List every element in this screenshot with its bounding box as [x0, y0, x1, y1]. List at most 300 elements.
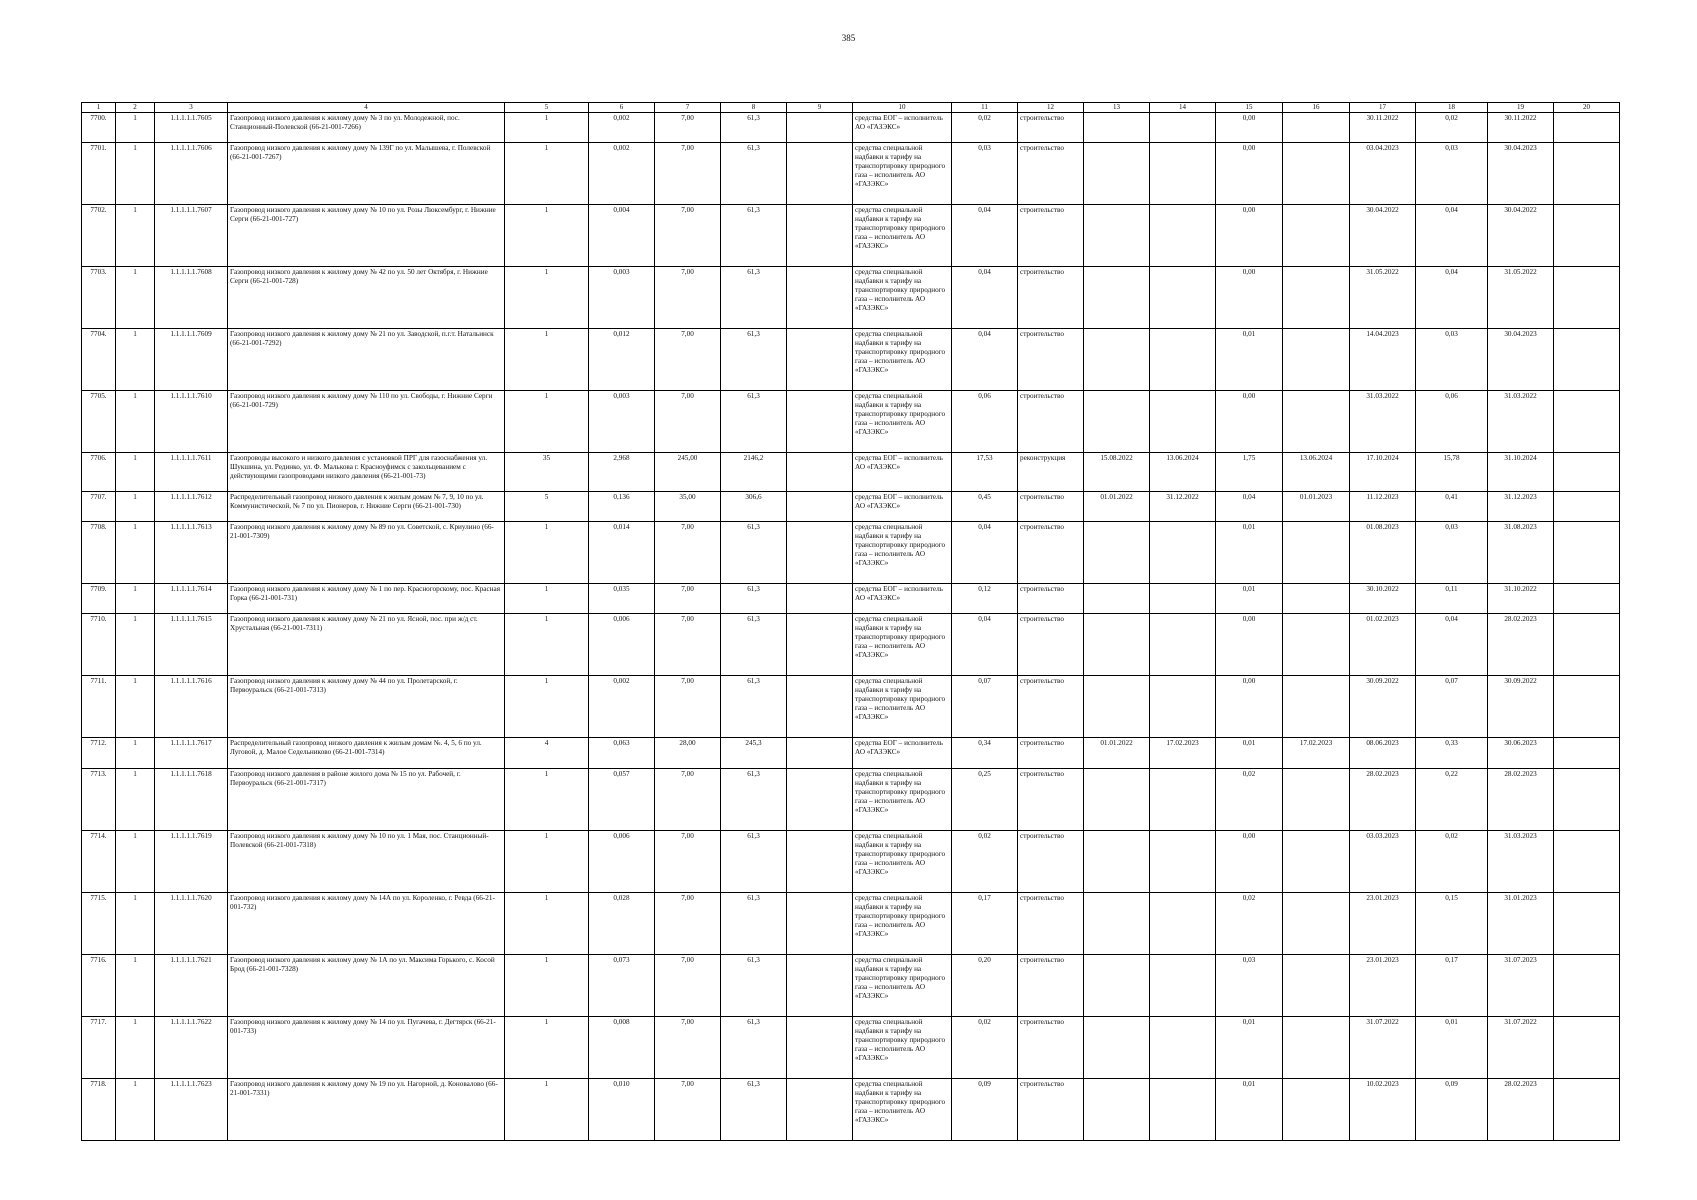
- cell-col-1: 7708.: [82, 521, 116, 583]
- cell-col-13: [1084, 390, 1150, 452]
- cell-col-11: 0,04: [952, 328, 1018, 390]
- cell-col-18: 0,03: [1416, 142, 1488, 204]
- cell-col-12: строительство: [1018, 892, 1084, 954]
- table-row: [82, 737, 1620, 768]
- cell-col-19: 31.12.2023: [1488, 491, 1554, 521]
- column-header: 10: [853, 103, 952, 113]
- cell-col-15: 0,00: [1216, 390, 1283, 452]
- cell-col-4: Газопровод низкого давления к жилому дому № 19 по ул. Нагорной, д. Коновалово (66-21-001-7331): [228, 1078, 505, 1140]
- cell-col-1: 7710.: [82, 613, 116, 675]
- cell-col-16: [1283, 521, 1350, 583]
- table-row: [82, 1016, 1620, 1078]
- cell-col-17: 30.10.2022: [1350, 583, 1416, 613]
- cell-col-14: [1150, 613, 1216, 675]
- column-numbers-row: [82, 103, 1620, 113]
- cell-col-5: 1: [505, 613, 589, 675]
- cell-col-4: Распределительный газопровод низкого давления к жилым домам №. 4, 5, 6 по ул. Луговой, д. Малое Седельниково (66-21-001-7314): [228, 737, 505, 768]
- table-row: [82, 142, 1620, 204]
- cell-col-18: 0,02: [1416, 830, 1488, 892]
- column-header: 5: [505, 103, 589, 113]
- cell-col-11: 0,04: [952, 204, 1018, 266]
- cell-col-4: Газопровод низкого давления к жилому дому № 14А по ул. Короленко, г. Ревда (66-21-001-732): [228, 892, 505, 954]
- cell-col-13: [1084, 583, 1150, 613]
- cell-col-4: Газопроводы высокого и низкого давления с установкой ПРГ для газоснабжения ул. Шукшина, ул. Рединко, ул. Ф. Малькова г. Красноуфимск с закольцеванием с действующими газопроводами низкого давления (66-21-001-73): [228, 452, 505, 491]
- cell-col-16: [1283, 830, 1350, 892]
- cell-col-12: строительство: [1018, 521, 1084, 583]
- cell-col-19: 31.08.2023: [1488, 521, 1554, 583]
- cell-col-3: 1.1.1.1.1.7620: [155, 892, 228, 954]
- cell-col-12: строительство: [1018, 112, 1084, 142]
- cell-col-18: 0,41: [1416, 491, 1488, 521]
- cell-col-19: 31.10.2024: [1488, 452, 1554, 491]
- cell-col-14: 13.06.2024: [1150, 452, 1216, 491]
- cell-col-17: 30.11.2022: [1350, 112, 1416, 142]
- cell-col-8: 2146,2: [721, 452, 787, 491]
- column-header: 18: [1416, 103, 1488, 113]
- cell-col-5: 4: [505, 737, 589, 768]
- cell-col-18: 0,01: [1416, 1016, 1488, 1078]
- cell-col-3: 1.1.1.1.1.7614: [155, 583, 228, 613]
- cell-col-6: 0,010: [589, 1078, 655, 1140]
- cell-col-19: 30.04.2022: [1488, 204, 1554, 266]
- cell-col-2: 1: [116, 830, 155, 892]
- cell-col-9: [787, 390, 853, 452]
- cell-col-11: 0,45: [952, 491, 1018, 521]
- cell-col-14: [1150, 1078, 1216, 1140]
- cell-col-7: 7,00: [655, 1078, 721, 1140]
- cell-col-13: [1084, 521, 1150, 583]
- cell-col-19: 31.07.2023: [1488, 954, 1554, 1016]
- cell-col-4: Газопровод низкого давления к жилому дому № 14 по ул. Пугачева, г. Дегтярск (66-21-001-733): [228, 1016, 505, 1078]
- cell-col-13: [1084, 768, 1150, 830]
- table-row: [82, 491, 1620, 521]
- cell-col-20: [1554, 142, 1620, 204]
- cell-col-2: 1: [116, 204, 155, 266]
- column-header: 17: [1350, 103, 1416, 113]
- cell-col-17: 11.12.2023: [1350, 491, 1416, 521]
- cell-col-15: 0,03: [1216, 954, 1283, 1016]
- cell-col-3: 1.1.1.1.1.7611: [155, 452, 228, 491]
- cell-col-11: 0,12: [952, 583, 1018, 613]
- cell-col-10: средства ЕОГ – исполнитель АО «ГАЗЭКС»: [853, 491, 952, 521]
- cell-col-10: средства специальной надбавки к тарифу на транспортировку природного газа – исполнитель АО «ГАЗЭКС»: [853, 892, 952, 954]
- table-row: [82, 266, 1620, 328]
- cell-col-3: 1.1.1.1.1.7609: [155, 328, 228, 390]
- cell-col-12: строительство: [1018, 1016, 1084, 1078]
- cell-col-6: 0,035: [589, 583, 655, 613]
- cell-col-9: [787, 675, 853, 737]
- cell-col-10: средства ЕОГ – исполнитель АО «ГАЗЭКС»: [853, 452, 952, 491]
- cell-col-2: 1: [116, 491, 155, 521]
- cell-col-12: строительство: [1018, 491, 1084, 521]
- cell-col-18: 0,09: [1416, 1078, 1488, 1140]
- cell-col-5: 1: [505, 142, 589, 204]
- cell-col-13: [1084, 142, 1150, 204]
- cell-col-6: 0,008: [589, 1016, 655, 1078]
- cell-col-19: 31.03.2022: [1488, 390, 1554, 452]
- cell-col-5: 1: [505, 112, 589, 142]
- cell-col-1: 7709.: [82, 583, 116, 613]
- cell-col-14: 31.12.2022: [1150, 491, 1216, 521]
- cell-col-2: 1: [116, 892, 155, 954]
- cell-col-7: 7,00: [655, 204, 721, 266]
- cell-col-8: 61,3: [721, 112, 787, 142]
- column-header: 4: [228, 103, 505, 113]
- column-header: 2: [116, 103, 155, 113]
- cell-col-4: Газопровод низкого давления к жилому дому № 44 по ул. Пролетарской, г. Первоуральск (66-21-001-7313): [228, 675, 505, 737]
- cell-col-20: [1554, 390, 1620, 452]
- cell-col-16: 13.06.2024: [1283, 452, 1350, 491]
- cell-col-10: средства специальной надбавки к тарифу на транспортировку природного газа – исполнитель АО «ГАЗЭКС»: [853, 1016, 952, 1078]
- cell-col-3: 1.1.1.1.1.7618: [155, 768, 228, 830]
- cell-col-16: [1283, 1078, 1350, 1140]
- cell-col-14: [1150, 328, 1216, 390]
- cell-col-18: 15,78: [1416, 452, 1488, 491]
- cell-col-12: строительство: [1018, 204, 1084, 266]
- cell-col-4: Газопровод низкого давления к жилому дому № 42 по ул. 50 лет Октября, г. Нижние Серги (66-21-001-728): [228, 266, 505, 328]
- cell-col-13: 01.01.2022: [1084, 737, 1150, 768]
- cell-col-2: 1: [116, 675, 155, 737]
- cell-col-10: средства специальной надбавки к тарифу на транспортировку природного газа – исполнитель АО «ГАЗЭКС»: [853, 675, 952, 737]
- cell-col-10: средства специальной надбавки к тарифу на транспортировку природного газа – исполнитель АО «ГАЗЭКС»: [853, 1078, 952, 1140]
- cell-col-2: 1: [116, 390, 155, 452]
- cell-col-1: 7704.: [82, 328, 116, 390]
- cell-col-6: 2,968: [589, 452, 655, 491]
- cell-col-9: [787, 830, 853, 892]
- cell-col-17: 14.04.2023: [1350, 328, 1416, 390]
- cell-col-12: строительство: [1018, 830, 1084, 892]
- cell-col-5: 35: [505, 452, 589, 491]
- cell-col-12: строительство: [1018, 675, 1084, 737]
- cell-col-19: 31.03.2023: [1488, 830, 1554, 892]
- cell-col-6: 0,002: [589, 112, 655, 142]
- table-row: [82, 675, 1620, 737]
- cell-col-15: 0,00: [1216, 204, 1283, 266]
- cell-col-13: [1084, 112, 1150, 142]
- cell-col-13: 15.08.2022: [1084, 452, 1150, 491]
- cell-col-17: 31.03.2022: [1350, 390, 1416, 452]
- cell-col-5: 1: [505, 954, 589, 1016]
- cell-col-13: [1084, 1016, 1150, 1078]
- cell-col-7: 35,00: [655, 491, 721, 521]
- column-header: 7: [655, 103, 721, 113]
- cell-col-7: 7,00: [655, 892, 721, 954]
- cell-col-20: [1554, 1016, 1620, 1078]
- table-row: [82, 521, 1620, 583]
- cell-col-1: 7703.: [82, 266, 116, 328]
- cell-col-8: 61,3: [721, 675, 787, 737]
- cell-col-9: [787, 613, 853, 675]
- cell-col-8: 61,3: [721, 768, 787, 830]
- cell-col-3: 1.1.1.1.1.7607: [155, 204, 228, 266]
- cell-col-20: [1554, 328, 1620, 390]
- cell-col-9: [787, 328, 853, 390]
- cell-col-6: 0,006: [589, 830, 655, 892]
- cell-col-15: 0,00: [1216, 830, 1283, 892]
- cell-col-5: 1: [505, 675, 589, 737]
- cell-col-12: строительство: [1018, 266, 1084, 328]
- column-header: 12: [1018, 103, 1084, 113]
- cell-col-13: 01.01.2022: [1084, 491, 1150, 521]
- cell-col-16: [1283, 613, 1350, 675]
- cell-col-18: 0,33: [1416, 737, 1488, 768]
- cell-col-3: 1.1.1.1.1.7623: [155, 1078, 228, 1140]
- cell-col-17: 10.02.2023: [1350, 1078, 1416, 1140]
- column-header: 14: [1150, 103, 1216, 113]
- cell-col-17: 08.06.2023: [1350, 737, 1416, 768]
- cell-col-8: 61,3: [721, 892, 787, 954]
- column-header: 6: [589, 103, 655, 113]
- cell-col-1: 7715.: [82, 892, 116, 954]
- cell-col-20: [1554, 204, 1620, 266]
- table-row: [82, 452, 1620, 491]
- cell-col-5: 1: [505, 892, 589, 954]
- cell-col-18: 0,03: [1416, 521, 1488, 583]
- cell-col-16: [1283, 390, 1350, 452]
- cell-col-18: 0,11: [1416, 583, 1488, 613]
- cell-col-14: [1150, 1016, 1216, 1078]
- cell-col-9: [787, 491, 853, 521]
- cell-col-12: строительство: [1018, 954, 1084, 1016]
- cell-col-20: [1554, 954, 1620, 1016]
- cell-col-7: 7,00: [655, 675, 721, 737]
- cell-col-20: [1554, 892, 1620, 954]
- cell-col-3: 1.1.1.1.1.7617: [155, 737, 228, 768]
- cell-col-6: 0,002: [589, 142, 655, 204]
- cell-col-9: [787, 142, 853, 204]
- table-row: [82, 204, 1620, 266]
- cell-col-15: 0,04: [1216, 491, 1283, 521]
- column-header: 9: [787, 103, 853, 113]
- cell-col-14: [1150, 204, 1216, 266]
- cell-col-10: средства специальной надбавки к тарифу на транспортировку природного газа – исполнитель АО «ГАЗЭКС»: [853, 954, 952, 1016]
- cell-col-15: 0,01: [1216, 583, 1283, 613]
- cell-col-17: 31.05.2022: [1350, 266, 1416, 328]
- cell-col-20: [1554, 737, 1620, 768]
- cell-col-10: средства специальной надбавки к тарифу на транспортировку природного газа – исполнитель АО «ГАЗЭКС»: [853, 266, 952, 328]
- cell-col-15: 0,00: [1216, 675, 1283, 737]
- cell-col-16: 01.01.2023: [1283, 491, 1350, 521]
- cell-col-11: 0,20: [952, 954, 1018, 1016]
- cell-col-14: 17.02.2023: [1150, 737, 1216, 768]
- cell-col-3: 1.1.1.1.1.7621: [155, 954, 228, 1016]
- cell-col-20: [1554, 583, 1620, 613]
- cell-col-10: средства специальной надбавки к тарифу на транспортировку природного газа – исполнитель АО «ГАЗЭКС»: [853, 390, 952, 452]
- cell-col-16: [1283, 266, 1350, 328]
- cell-col-4: Газопровод низкого давления к жилому дому № 3 по ул. Молодежной, пос. Станционный-Полевской (66-21-001-7266): [228, 112, 505, 142]
- cell-col-7: 7,00: [655, 613, 721, 675]
- cell-col-18: 0,07: [1416, 675, 1488, 737]
- cell-col-1: 7707.: [82, 491, 116, 521]
- cell-col-8: 61,3: [721, 328, 787, 390]
- cell-col-4: Газопровод низкого давления в районе жилого дома № 15 по ул. Рабочей, г. Первоуральск (66-21-001-7317): [228, 768, 505, 830]
- cell-col-4: Распределительный газопровод низкого давления к жилым домам № 7, 9, 10 по ул. Коммунистической, № 7 по ул. Пионеров, г. Нижние Серги (66-21-001-730): [228, 491, 505, 521]
- cell-col-15: 0,00: [1216, 613, 1283, 675]
- cell-col-5: 5: [505, 491, 589, 521]
- table-body: [82, 112, 1620, 1140]
- cell-col-19: 30.09.2022: [1488, 675, 1554, 737]
- cell-col-18: 0,04: [1416, 266, 1488, 328]
- cell-col-3: 1.1.1.1.1.7606: [155, 142, 228, 204]
- column-header: 16: [1283, 103, 1350, 113]
- column-header: 1: [82, 103, 116, 113]
- cell-col-6: 0,057: [589, 768, 655, 830]
- cell-col-11: 0,04: [952, 521, 1018, 583]
- table-row: [82, 1078, 1620, 1140]
- cell-col-19: 31.07.2022: [1488, 1016, 1554, 1078]
- cell-col-20: [1554, 768, 1620, 830]
- cell-col-8: 61,3: [721, 613, 787, 675]
- cell-col-9: [787, 892, 853, 954]
- cell-col-16: [1283, 954, 1350, 1016]
- cell-col-10: средства ЕОГ – исполнитель АО «ГАЗЭКС»: [853, 583, 952, 613]
- cell-col-5: 1: [505, 390, 589, 452]
- cell-col-19: 30.04.2023: [1488, 142, 1554, 204]
- cell-col-13: [1084, 266, 1150, 328]
- cell-col-17: 23.01.2023: [1350, 954, 1416, 1016]
- cell-col-8: 61,3: [721, 266, 787, 328]
- cell-col-14: [1150, 390, 1216, 452]
- cell-col-8: 61,3: [721, 954, 787, 1016]
- cell-col-11: 0,09: [952, 1078, 1018, 1140]
- cell-col-8: 61,3: [721, 583, 787, 613]
- cell-col-19: 30.11.2022: [1488, 112, 1554, 142]
- cell-col-4: Газопровод низкого давления к жилому дому № 1А по ул. Максима Горького, с. Косой Брод (66-21-001-7328): [228, 954, 505, 1016]
- cell-col-17: 28.02.2023: [1350, 768, 1416, 830]
- register-table: [81, 102, 1620, 1141]
- cell-col-8: 306,6: [721, 491, 787, 521]
- cell-col-2: 1: [116, 112, 155, 142]
- cell-col-2: 1: [116, 1016, 155, 1078]
- column-header: 13: [1084, 103, 1150, 113]
- cell-col-19: 31.05.2022: [1488, 266, 1554, 328]
- cell-col-4: Газопровод низкого давления к жилому дому № 110 по ул. Свободы, г. Нижние Серги (66-21-001-729): [228, 390, 505, 452]
- cell-col-5: 1: [505, 1078, 589, 1140]
- cell-col-18: 0,06: [1416, 390, 1488, 452]
- cell-col-17: 03.04.2023: [1350, 142, 1416, 204]
- cell-col-12: строительство: [1018, 768, 1084, 830]
- cell-col-15: 0,01: [1216, 521, 1283, 583]
- cell-col-6: 0,073: [589, 954, 655, 1016]
- cell-col-1: 7712.: [82, 737, 116, 768]
- cell-col-13: [1084, 328, 1150, 390]
- cell-col-14: [1150, 112, 1216, 142]
- cell-col-7: 7,00: [655, 521, 721, 583]
- cell-col-11: 0,07: [952, 675, 1018, 737]
- cell-col-15: 0,01: [1216, 328, 1283, 390]
- cell-col-10: средства специальной надбавки к тарифу на транспортировку природного газа – исполнитель АО «ГАЗЭКС»: [853, 768, 952, 830]
- cell-col-14: [1150, 768, 1216, 830]
- cell-col-10: средства ЕОГ – исполнитель АО «ГАЗЭКС»: [853, 737, 952, 768]
- cell-col-7: 7,00: [655, 768, 721, 830]
- table-row: [82, 954, 1620, 1016]
- cell-col-7: 245,00: [655, 452, 721, 491]
- cell-col-18: 0,04: [1416, 204, 1488, 266]
- cell-col-2: 1: [116, 266, 155, 328]
- cell-col-12: строительство: [1018, 328, 1084, 390]
- cell-col-20: [1554, 521, 1620, 583]
- cell-col-12: строительство: [1018, 390, 1084, 452]
- cell-col-15: 0,00: [1216, 142, 1283, 204]
- cell-col-10: средства специальной надбавки к тарифу на транспортировку природного газа – исполнитель АО «ГАЗЭКС»: [853, 142, 952, 204]
- cell-col-20: [1554, 613, 1620, 675]
- cell-col-4: Газопровод низкого давления к жилому дому № 21 по ул. Ясной, пос. при ж/д ст. Хрустальная (66-21-001-7311): [228, 613, 505, 675]
- cell-col-15: 0,01: [1216, 1016, 1283, 1078]
- column-header: 3: [155, 103, 228, 113]
- cell-col-11: 0,02: [952, 1016, 1018, 1078]
- cell-col-13: [1084, 613, 1150, 675]
- cell-col-7: 7,00: [655, 583, 721, 613]
- cell-col-9: [787, 521, 853, 583]
- cell-col-11: 0,34: [952, 737, 1018, 768]
- cell-col-14: [1150, 583, 1216, 613]
- cell-col-1: 7706.: [82, 452, 116, 491]
- cell-col-6: 0,003: [589, 266, 655, 328]
- cell-col-19: 30.04.2023: [1488, 328, 1554, 390]
- cell-col-15: 0,01: [1216, 737, 1283, 768]
- cell-col-20: [1554, 1078, 1620, 1140]
- cell-col-8: 61,3: [721, 142, 787, 204]
- cell-col-14: [1150, 521, 1216, 583]
- cell-col-4: Газопровод низкого давления к жилому дому № 10 по ул. Розы Люксембург, г. Нижние Серги (66-21-001-727): [228, 204, 505, 266]
- cell-col-13: [1084, 1078, 1150, 1140]
- cell-col-20: [1554, 491, 1620, 521]
- cell-col-8: 61,3: [721, 390, 787, 452]
- cell-col-8: 245,3: [721, 737, 787, 768]
- cell-col-2: 1: [116, 142, 155, 204]
- cell-col-12: строительство: [1018, 737, 1084, 768]
- table-row: [82, 328, 1620, 390]
- cell-col-5: 1: [505, 328, 589, 390]
- cell-col-10: средства ЕОГ – исполнитель АО «ГАЗЭКС»: [853, 112, 952, 142]
- cell-col-14: [1150, 954, 1216, 1016]
- cell-col-10: средства специальной надбавки к тарифу на транспортировку природного газа – исполнитель АО «ГАЗЭКС»: [853, 521, 952, 583]
- cell-col-18: 0,03: [1416, 328, 1488, 390]
- cell-col-18: 0,15: [1416, 892, 1488, 954]
- cell-col-2: 1: [116, 768, 155, 830]
- cell-col-5: 1: [505, 266, 589, 328]
- cell-col-13: [1084, 830, 1150, 892]
- cell-col-2: 1: [116, 1078, 155, 1140]
- cell-col-20: [1554, 675, 1620, 737]
- cell-col-5: 1: [505, 1016, 589, 1078]
- cell-col-10: средства специальной надбавки к тарифу на транспортировку природного газа – исполнитель АО «ГАЗЭКС»: [853, 204, 952, 266]
- cell-col-7: 7,00: [655, 390, 721, 452]
- cell-col-16: [1283, 204, 1350, 266]
- cell-col-11: 0,04: [952, 266, 1018, 328]
- cell-col-16: [1283, 1016, 1350, 1078]
- cell-col-7: 7,00: [655, 328, 721, 390]
- cell-col-17: 01.08.2023: [1350, 521, 1416, 583]
- cell-col-6: 0,003: [589, 390, 655, 452]
- cell-col-19: 28.02.2023: [1488, 768, 1554, 830]
- cell-col-6: 0,002: [589, 675, 655, 737]
- table-row: [82, 830, 1620, 892]
- cell-col-11: 17,53: [952, 452, 1018, 491]
- cell-col-7: 7,00: [655, 266, 721, 328]
- cell-col-5: 1: [505, 204, 589, 266]
- cell-col-7: 7,00: [655, 1016, 721, 1078]
- cell-col-9: [787, 452, 853, 491]
- cell-col-18: 0,02: [1416, 112, 1488, 142]
- cell-col-13: [1084, 892, 1150, 954]
- cell-col-11: 0,02: [952, 112, 1018, 142]
- cell-col-9: [787, 954, 853, 1016]
- cell-col-17: 31.07.2022: [1350, 1016, 1416, 1078]
- cell-col-1: 7714.: [82, 830, 116, 892]
- cell-col-5: 1: [505, 583, 589, 613]
- cell-col-12: строительство: [1018, 583, 1084, 613]
